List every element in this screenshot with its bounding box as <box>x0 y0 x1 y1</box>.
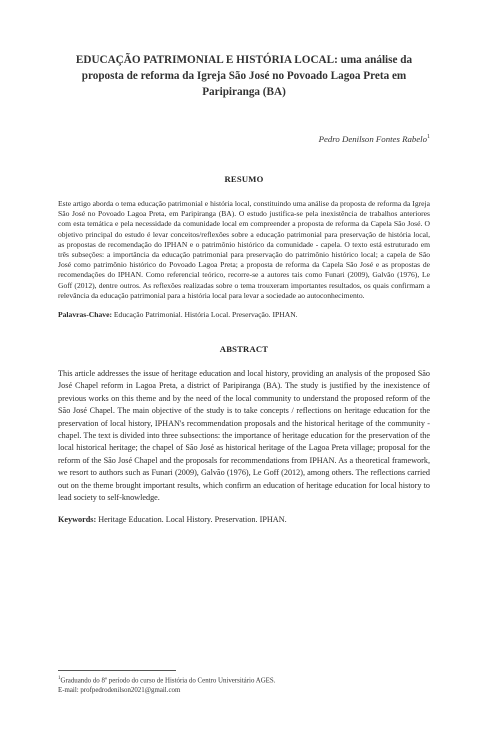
paper-page <box>0 52 486 738</box>
resumo-body: Este artigo aborda o tema educação patrimonial e história local, constituindo uma análise da proposta de reforma da Igreja São José no Povoado Lagoa Preta, em Paripiranga (BA). O estudo justifica-se pela inexistência de trabalhos anteriores com esta temática e pela necessidade da comunidade local em compreender a proposta de reforma da Capela São José. O objetivo principal do estudo é levar conceitos/reflexões sobre a educação patrimonial para preservação de história local, as propostas de recomendação do IPHAN e o patrimônio histórico da comunidade - capela. O texto está estruturado em três subseções: a importância da educação patrimonial para preservação do patrimônio histórico local; a capela de São José como patrimônio histórico do Povoado Lagoa Preta; a proposta de reforma da Capela São José e as propostas de recomendações do IPHAN. Como referencial teórico, recorre-se a autores tais como Funari (2009), Galvão (1976), Le Goff (2012), dentre outros. As reflexões realizadas sobre o tema trouxeram importantes resultados, os quais confirmam a relevância da educação patrimonial para a história local para levar a sociedade ao autoconhecimento. <box>58 199 430 300</box>
author-footnote-mark: 1 <box>427 134 430 141</box>
footnote-mark: 1 <box>58 676 61 681</box>
resumo-keywords <box>58 310 430 320</box>
abstract-keywords <box>58 515 430 525</box>
author-name: Pedro Denilson Fontes Rabelo <box>318 134 427 144</box>
abstract-keywords-text: Heritage Education. Local History. Preservation. IPHAN. <box>98 514 287 524</box>
paper-title: EDUCAÇÃO PATRIMONIAL E HISTÓRIA LOCAL: uma análise da proposta de reforma da Igreja São José no Povoado Lagoa Preta em Paripiranga (BA) <box>75 54 413 98</box>
footnote-1 <box>58 674 430 686</box>
footnote-1-text: Graduando do 8º período do curso de História do Centro Universitário AGES. <box>60 677 276 685</box>
author-line <box>58 134 430 144</box>
abstract-heading: ABSTRACT <box>219 344 269 355</box>
footnotes <box>58 674 430 695</box>
footnote-email: E-mail: profpedrodenilson2021@gmail.com <box>58 686 181 694</box>
abstract-keywords-label: Keywords: <box>58 514 97 524</box>
abstract-body: This article addresses the issue of heritage education and local history, providing an analysis of the proposed São José Chapel reform in Lagoa Preta, a district of Paripiranga (BA). The study is justified by the inexistence of previous works on this theme and by the need of the local community to understand the proposed reform of the São José Chapel. The main objective of the study is to take concepts / reflections on heritage education for the preservation of local history, IPHAN's recommendation proposals and the historical heritage of the community - chapel. The text is divided into three subsections: the importance of heritage education for the preservation of the local historical heritage; the chapel of São José as historical heritage of the Lagoa Preta village; proposal for the reform of the São José Chapel and the proposals for recommendations from IPHAN. As a theoretical framework, we resort to authors such as Funari (2009), Galvão (1976), Le Goff (2012), among others. The reflections carried out on the theme brought important results, which confirm an education of heritage education for local history to lead society to self-knowledge. <box>58 369 430 503</box>
resumo-heading: RESUMO <box>224 174 264 184</box>
resumo-keywords-text: Educação Patrimonial. História Local. Preservação. IPHAN. <box>113 310 298 320</box>
footnote-divider <box>58 670 176 671</box>
resumo-keywords-label: Palavras-Chave: <box>58 310 112 320</box>
